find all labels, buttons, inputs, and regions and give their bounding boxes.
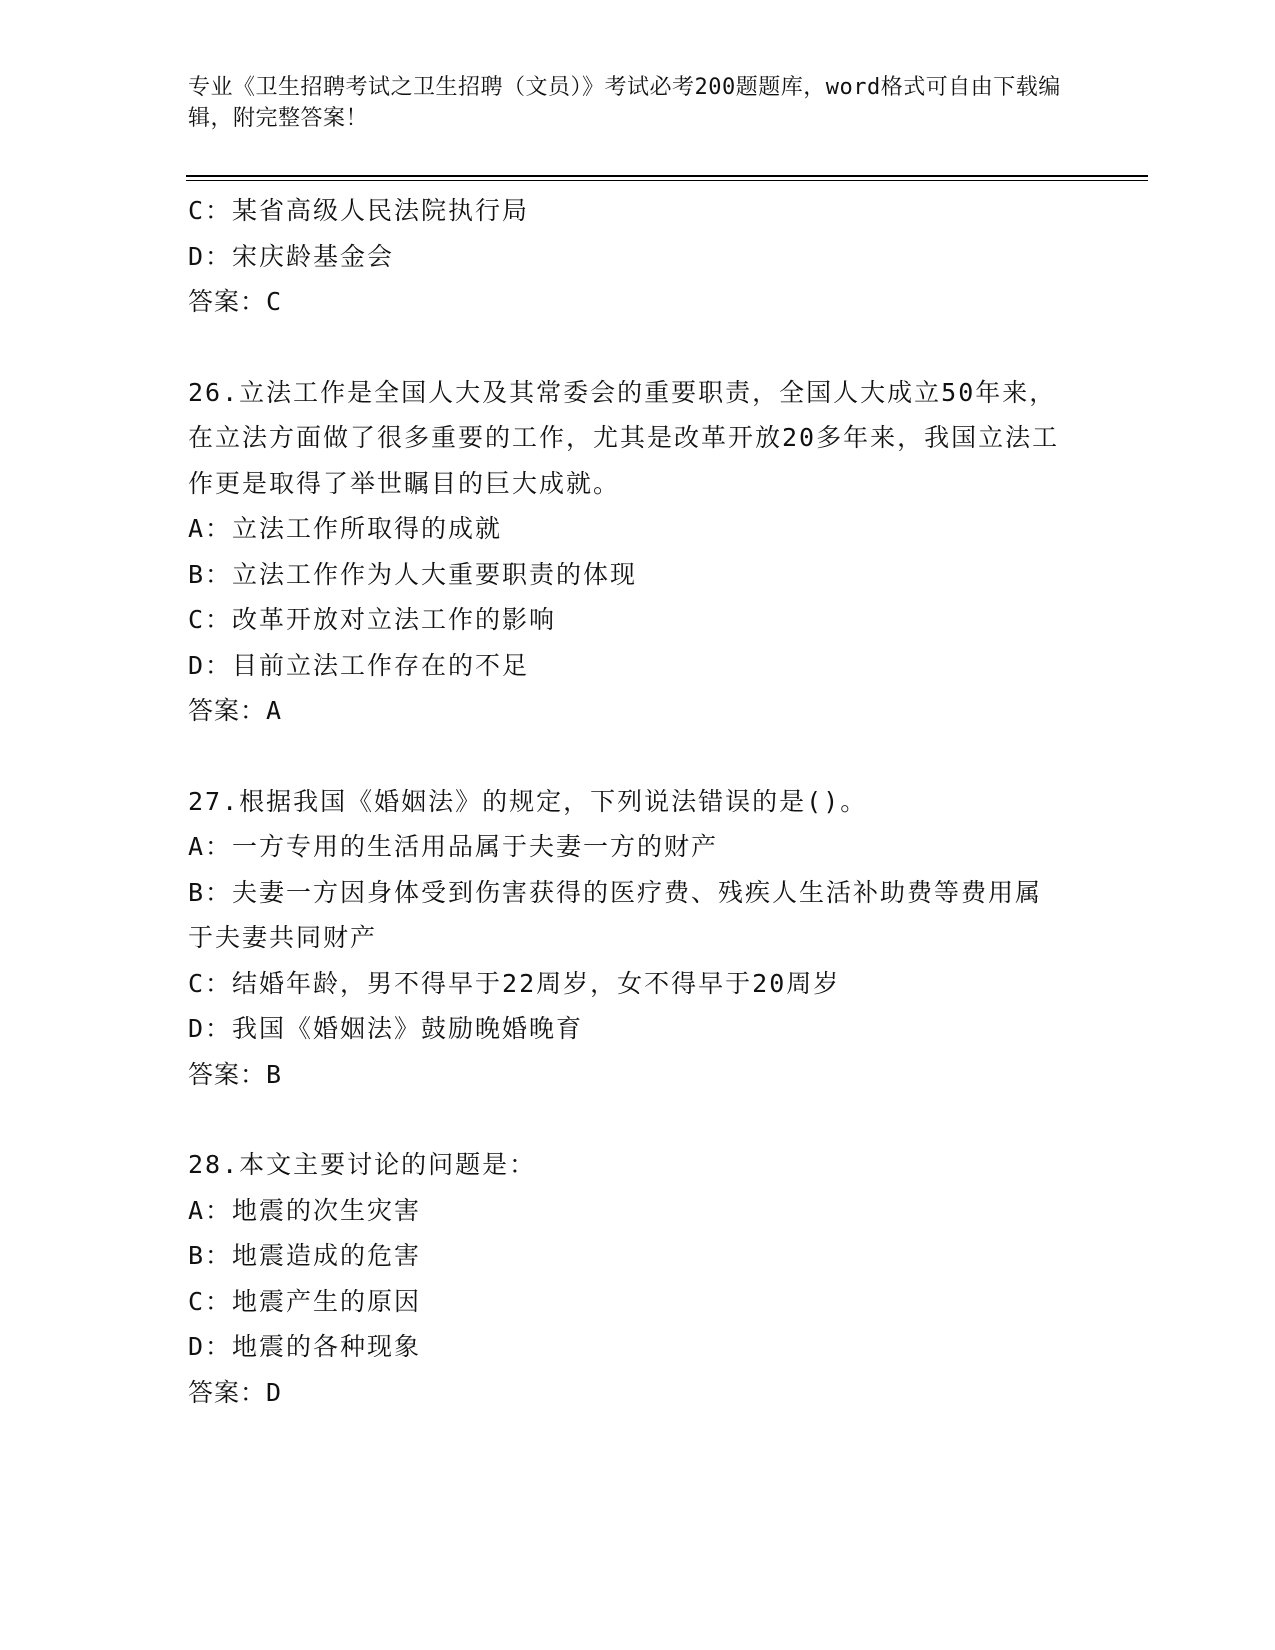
question-27 xyxy=(188,779,1088,1098)
q26-answer: 答案：A xyxy=(188,696,283,725)
q28-option-c: C：地震产生的原因 xyxy=(188,1286,422,1316)
q28-option-a: A：地震的次生灾害 xyxy=(188,1195,422,1225)
header-divider-thin xyxy=(186,180,1148,181)
q28-answer: 答案：D xyxy=(188,1377,283,1407)
question-26 xyxy=(188,370,1088,734)
header-title: 专业《卫生招聘考试之卫生招聘（文员）》考试必考200题题库，word格式可自由下载编辑，附完整答案！ xyxy=(188,75,1061,131)
q27-option-c: C：结婚年龄，男不得早于22周岁，女不得早于20周岁 xyxy=(188,968,841,998)
q27-answer: 答案：B xyxy=(188,1059,283,1089)
question-28 xyxy=(188,1142,1088,1415)
q28-option-d: D：地震的各种现象 xyxy=(188,1332,422,1361)
q25-answer: 答案：C xyxy=(188,287,283,316)
q28-stem: 28.本文主要讨论的问题是： xyxy=(188,1150,537,1179)
q25-option-c: C：某省高级人民法院执行局 xyxy=(188,196,530,225)
document-body xyxy=(188,188,1088,1415)
q27-option-a: A：一方专用的生活用品属于夫妻一方的财产 xyxy=(188,832,719,861)
q25-option-d: D：宋庆龄基金会 xyxy=(188,241,395,271)
q28-option-b: B：地震造成的危害 xyxy=(188,1241,422,1270)
q26-stem: 26.立法工作是全国人大及其常委会的重要职责，全国人大成立50年来，在立法方面做了很多重要的工作，尤其是改革开放20多年来，我国立法工作更是取得了举世瞩目的巨大成就。 xyxy=(188,377,1060,498)
q26-option-a: A：立法工作所取得的成就 xyxy=(188,514,503,543)
document-header xyxy=(188,72,1068,134)
q26-option-d: D：目前立法工作存在的不足 xyxy=(188,650,530,680)
q27-option-d: D：我国《婚姻法》鼓励晚婚晚育 xyxy=(188,1014,584,1043)
q26-option-b: B：立法工作作为人大重要职责的体现 xyxy=(188,559,638,589)
q26-option-c: C：改革开放对立法工作的影响 xyxy=(188,605,557,634)
header-divider-thick xyxy=(186,175,1148,177)
question-25-tail xyxy=(188,188,1088,325)
q27-option-b: B：夫妻一方因身体受到伤害获得的医疗费、残疾人生活补助费等费用属于夫妻共同财产 xyxy=(188,877,1043,952)
q27-stem: 27.根据我国《婚姻法》的规定，下列说法错误的是()。 xyxy=(188,786,868,816)
